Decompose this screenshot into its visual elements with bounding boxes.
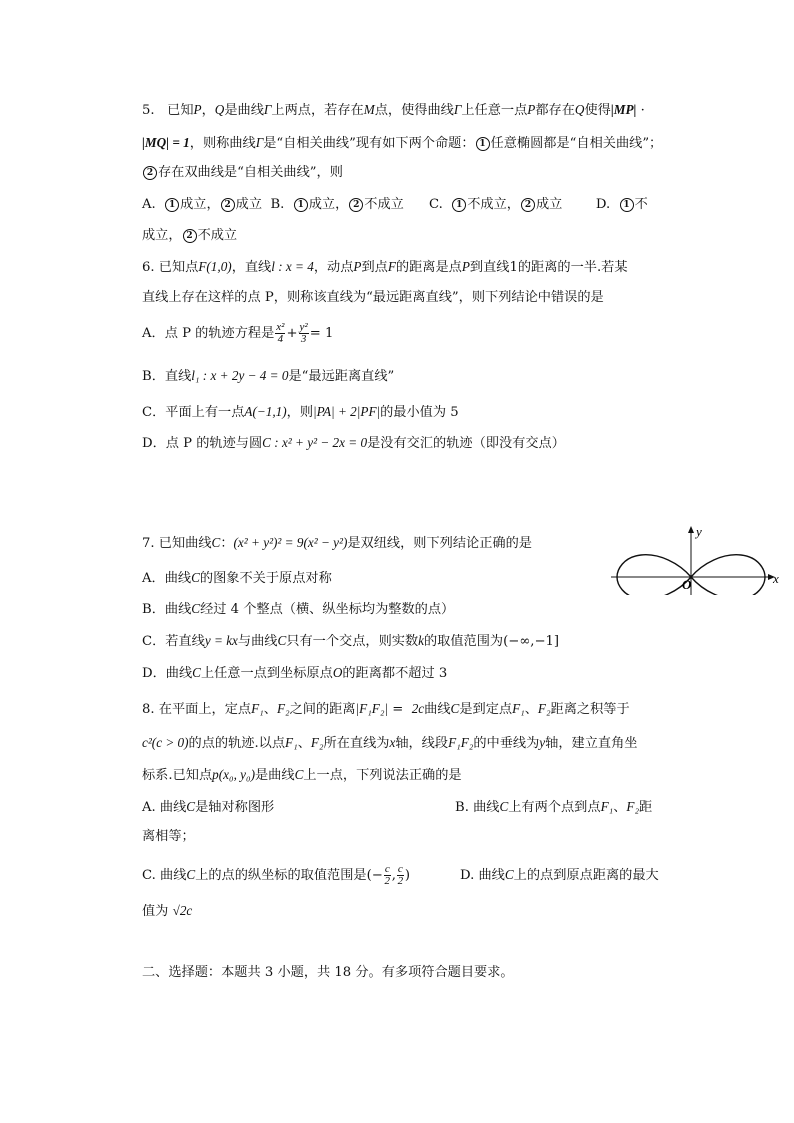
q7-option-b: B．曲线C经过 4 个整点（横、纵坐标均为整数的点） [142, 601, 455, 617]
fraction-c-over-2: $\frac{c}{2}$ [384, 863, 391, 887]
q5-options: A. 1 成立， 2 成立 B. 1 成立， 2 不成立 C. 1 不成立， 2 成立 D. 1 不 [142, 197, 648, 212]
q5-option-b: B. [270, 197, 285, 212]
q7-option-a: A．曲线C的图象不关于原点对称 [142, 570, 332, 586]
q7-number: 7. [142, 536, 155, 551]
q6-number: 6. [142, 260, 155, 275]
q6-option-a: A．点 P 的轨迹方程是 $\frac{\text{x²}}{4}$ + $\frac{\text{y²}}{3}$ = 1 [142, 321, 334, 345]
q8-line1: 8. 在平面上，定点F₁、F₂之间的距离|F₁F₂| = 2c曲线C是到定点F₁、F₂距离之积等于 [142, 701, 630, 717]
q8-line2: c²(c > 0)的点的轨迹.以点F₁、F₂所在直线为x轴，线段F₁F₂的中垂线为y轴，建立直角坐 [142, 735, 638, 751]
q5-option-c: C. [429, 197, 443, 212]
q8-option-d-cont: 值为 √2c [142, 903, 193, 919]
q7-option-d: D．曲线C上任意一点到坐标原点O的距离都不超过 3 [142, 665, 448, 681]
q8-option-a: A. 曲线C是轴对称图形 [142, 799, 275, 815]
q5-option-a: A. [142, 197, 156, 212]
q7-line1: 7. 已知曲线C：(x² + y²)² = 9(x² − y²)是双纽线，则下列结论正确的是 [142, 535, 532, 551]
q8-option-c: C. 曲线C上的点的纵坐标的取值范围是(− $\frac{c}{2}$ , $\frac{c}{2}$ ) [142, 863, 410, 887]
q8-number: 8. [142, 702, 155, 717]
q8-line3: 标系.已知点p(x₀, y₀)是曲线C上一点，下列说法正确的是 [142, 767, 462, 783]
circled-two: 2 [143, 166, 157, 180]
q8-option-d: D. 曲线C上的点到原点距离的最大 [460, 867, 659, 883]
q5-line5: 成立， 2 不成立 [142, 228, 238, 243]
section-2-heading: 二、选择题：本题共 3 小题，共 18 分。有多项符合题目要求。 [142, 965, 514, 980]
y-axis-arrow [688, 526, 694, 533]
fraction-y2-over-3: $\frac{\text{y²}}{3}$ [299, 321, 308, 345]
q6-option-b: B．直线l₁ : x + 2y − 4 = 0是“最远距离直线” [142, 368, 395, 384]
fig-y-label: y [696, 524, 702, 539]
q5-number: 5. [142, 103, 155, 118]
q6-option-c: C．平面上有一点A(−1,1)，则|PA| + 2|PF|的最小值为 5 [142, 404, 459, 420]
q6-line2: 直线上存在这样的点 P，则称该直线为“最远距离直线”，则下列结论中错误的是 [142, 290, 604, 305]
q8-option-b-cont: 离相等； [142, 829, 195, 844]
fraction-c-over-2-right: $\frac{c}{2}$ [397, 863, 404, 887]
q6-option-d: D．点 P 的轨迹与圆C : x² + y² − 2x = 0是没有交汇的轨迹（即没有交点） [142, 435, 565, 451]
q5-line3: 2 存在双曲线是“自相关曲线”，则 [142, 164, 343, 182]
fig-x-label: x [773, 571, 779, 586]
q8-option-b: B. 曲线C上有两个点到点F₁、F₂距 [455, 799, 653, 815]
fraction-x2-over-4: $\frac{\text{x²}}{4}$ [276, 321, 285, 345]
q5-line2: |MQ| = 1，则称曲线Γ是“自相关曲线”现有如下两个命题： 1 任意椭圆都是“自相关曲线”； [142, 135, 663, 151]
q7-option-c: C．若直线y = kx与曲线C只有一个交点，则实数k的取值范围为(−∞,−1] [142, 633, 560, 649]
fig-origin-label: O [682, 577, 692, 592]
lemniscate-figure [611, 523, 786, 595]
q5-line1: 5. 已知P，Q是曲线Γ上两点，若存在M点，使得曲线Γ上任意一点P都存在Q使得|MP| · [142, 102, 645, 118]
q5-option-d: D. [595, 197, 611, 212]
q6-line1: 6. 已知点F(1,0)，直线l : x = 4，动点P到点F的距离是点P到直线1的距离的一半.若某 [142, 259, 628, 275]
circled-one: 1 [476, 137, 490, 151]
